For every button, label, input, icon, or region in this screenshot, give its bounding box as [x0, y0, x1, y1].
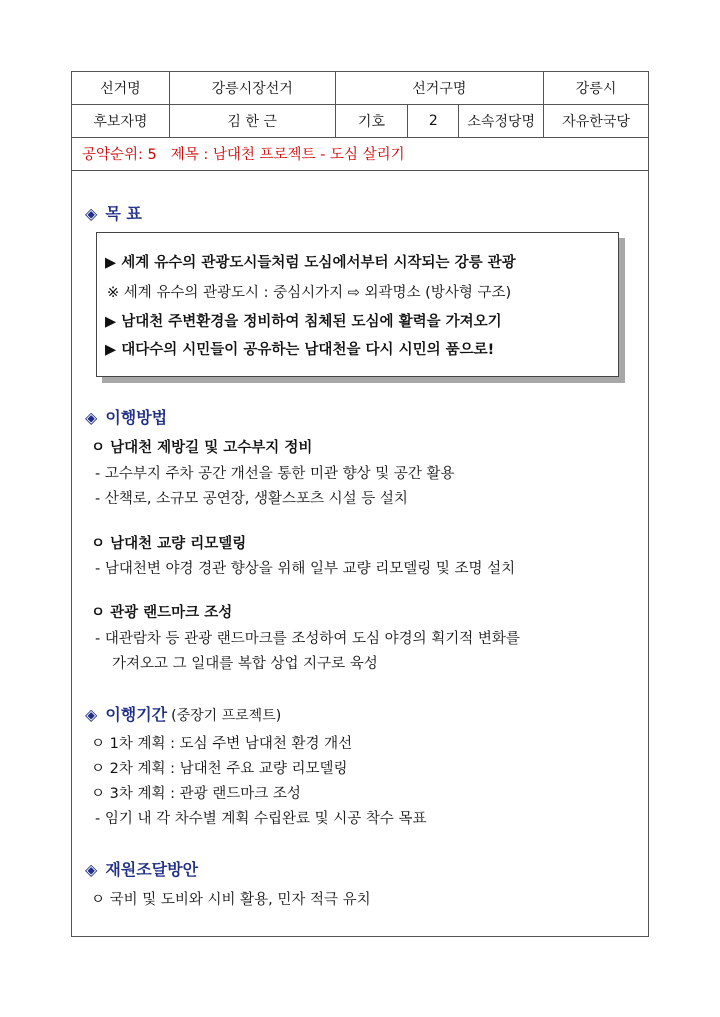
method-group-title: ㅇ 관광 랜드마크 조성 [91, 605, 233, 621]
method-item-continued: 가져오고 그 일대를 복합 상업 지구로 육성 [112, 656, 378, 672]
period-heading [85, 702, 281, 725]
period-subheading: (중장기 프로젝트) [171, 708, 282, 724]
hollow-circle-icon: ㅇ [91, 440, 106, 456]
table-row [72, 105, 649, 138]
party-label: 소속정당명 [459, 105, 544, 138]
goal-line: ▶ 대다수의 시민들이 공유하는 남대천을 다시 시민의 품으로! [105, 342, 495, 358]
goal-line: ▶ 남대천 주변환경을 정비하여 침체된 도심에 활력을 가져오기 [105, 314, 502, 330]
funding-heading-label: 재원조달방안 [105, 860, 199, 879]
district-label: 선거구명 [335, 72, 544, 105]
goals-heading [85, 201, 142, 224]
period-note: - 임기 내 각 차수별 계획 수립완료 및 시공 착수 목표 [95, 811, 427, 827]
hollow-circle-icon: ㅇ [91, 536, 106, 552]
funding-item: ㅇ 국비 및 도비와 시비 활용, 민자 적극 유치 [91, 892, 371, 908]
goal-line: ▶ 세계 유수의 관광도시들처럼 도심에서부터 시작되는 강릉 관광 [105, 255, 516, 271]
district-value: 강릉시 [544, 72, 649, 105]
methods-heading [85, 405, 167, 428]
funding-heading [85, 857, 198, 880]
period-item: ㅇ 2차 계획 : 남대천 주요 교량 리모델링 [91, 761, 348, 777]
methods-heading-label: 이행방법 [105, 408, 168, 427]
method-item: - 고수부지 주차 공간 개선을 통한 미관 향상 및 공간 활용 [95, 466, 455, 482]
goal-note: ※ 세계 유수의 관광도시 : 중심시가지 ⇨ 외곽명소 (방사형 구조) [107, 285, 512, 301]
diamond-in-diamond-icon: ◈ [85, 408, 98, 427]
method-item: - 남대천변 야경 경관 향상을 위해 일부 교량 리모델링 및 조명 설치 [95, 561, 516, 577]
period-heading-label: 이행기간 [105, 705, 168, 724]
method-group-title: ㅇ 남대천 교량 리모델링 [91, 536, 247, 552]
pledge-rank: 공약순위: 5 [82, 147, 157, 163]
pledge-title-row [72, 139, 648, 171]
party-value: 자유한국당 [544, 105, 649, 138]
number-label: 기호 [335, 105, 408, 138]
diamond-in-diamond-icon: ◈ [85, 204, 98, 223]
diamond-in-diamond-icon: ◈ [85, 860, 98, 879]
candidate-value: 김 한 근 [169, 105, 335, 138]
election-info-table [71, 71, 649, 138]
method-item: - 산책로, 소규모 공연장, 생활스포츠 시설 등 설치 [95, 491, 408, 507]
goals-box [96, 232, 619, 377]
election-label: 선거명 [72, 72, 170, 105]
hollow-circle-icon: ㅇ [91, 605, 106, 621]
method-group-title: ㅇ 남대천 제방길 및 고수부지 정비 [91, 440, 313, 456]
table-row [72, 72, 649, 105]
diamond-in-diamond-icon: ◈ [85, 705, 98, 724]
candidate-label: 후보자명 [72, 105, 170, 138]
pledge-title: 제목 : 남대천 프로젝트 - 도심 살리기 [170, 147, 405, 163]
period-item: ㅇ 3차 계획 : 관광 랜드마크 조성 [91, 786, 301, 802]
election-value: 강릉시장선거 [169, 72, 335, 105]
number-value: 2 [408, 105, 459, 138]
goals-heading-label: 목 표 [105, 204, 142, 223]
method-item: - 대관람차 등 관광 랜드마크를 조성하여 도심 야경의 획기적 변화를 [95, 631, 520, 647]
period-item: ㅇ 1차 계획 : 도심 주변 남대천 환경 개선 [91, 736, 353, 752]
